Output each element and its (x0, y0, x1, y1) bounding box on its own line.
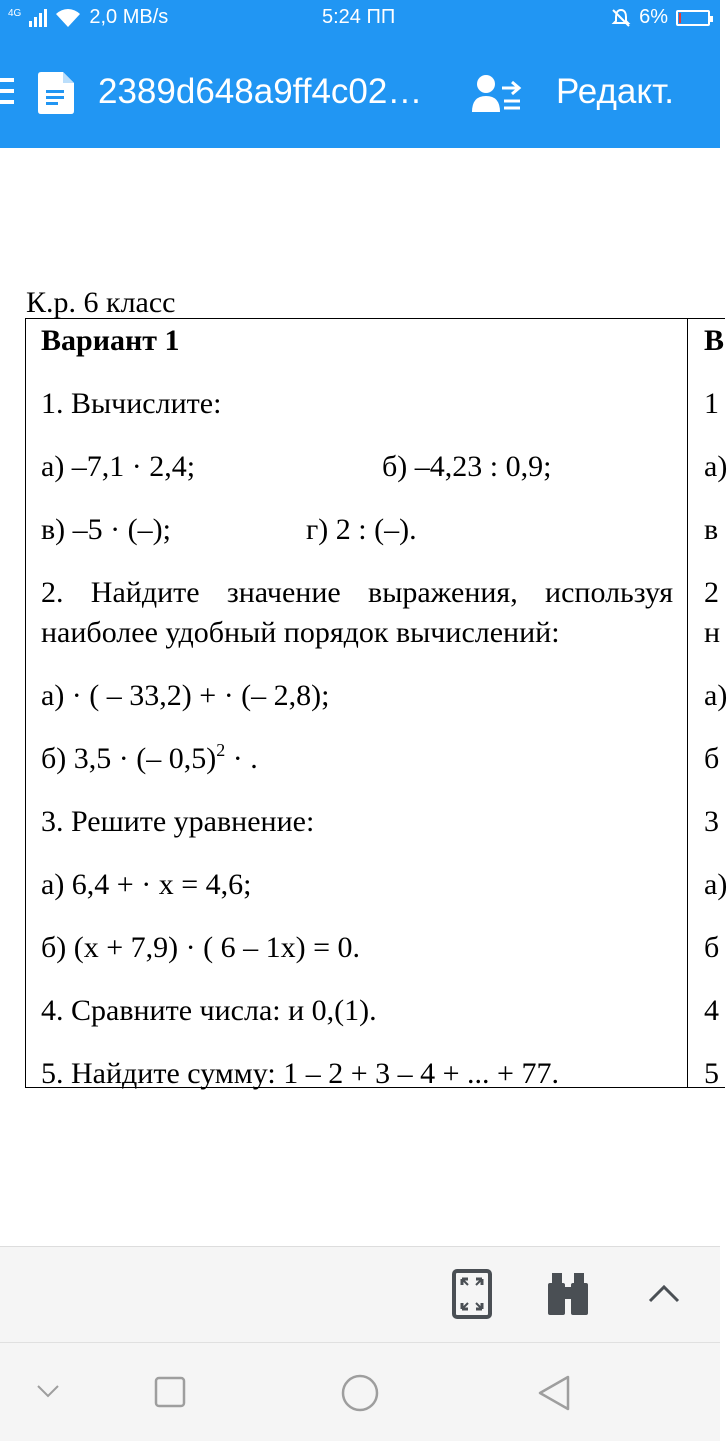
variant2-clipped-text: В (704, 324, 725, 357)
recent-apps-icon[interactable] (154, 1376, 186, 1408)
back-icon[interactable] (536, 1374, 572, 1412)
battery-percent: 6% (639, 6, 668, 28)
variant2-clipped-text: а) (704, 450, 727, 483)
task5: 5. Найдите сумму: 1 – 2 + 3 – 4 + ... + 77. (41, 1057, 559, 1090)
task2-b-exponent: 2 (216, 740, 226, 760)
data-speed: 2,0 MB/s (89, 6, 169, 28)
document-page (0, 148, 727, 1246)
task1-d: г) 2 : (–). (306, 513, 417, 546)
variant2-clipped-text: 5 (704, 1057, 719, 1090)
chevron-up-icon[interactable] (648, 1283, 680, 1303)
clock: 5:24 ПП (322, 6, 396, 28)
signal-icon (29, 9, 47, 27)
variant2-clipped-text: 2 (704, 576, 719, 609)
document-icon (38, 72, 74, 114)
variant2-clipped-text: а) (704, 868, 727, 901)
task1-b: б) –4,23 : 0,9; (382, 450, 552, 483)
mute-bell-icon (611, 8, 631, 28)
switch-user-icon[interactable] (472, 74, 522, 114)
variant2-clipped-text: 4 (704, 994, 719, 1027)
network-type: 4G (8, 7, 22, 19)
hide-nav-chevron-icon[interactable] (36, 1383, 60, 1399)
variant2-clipped-text: 1 (704, 387, 719, 420)
task2-heading-line1: 2. Найдите значение выражения, используя (41, 576, 673, 609)
wifi-icon (55, 8, 81, 28)
home-icon[interactable] (341, 1374, 379, 1412)
variant2-clipped-text: б (704, 931, 720, 964)
task1-a: а) –7,1 · 2,4; (41, 450, 196, 483)
variant1-title: Вариант 1 (41, 324, 180, 357)
variant2-clipped-text: н (704, 616, 721, 649)
task3-heading: 3. Решите уравнение: (41, 805, 315, 838)
task1-c: в) –5 · (–); (41, 513, 171, 546)
variant-table (25, 318, 725, 1088)
menu-icon[interactable] (0, 78, 16, 104)
variant2-clipped-text: в (704, 513, 719, 546)
battery-icon (676, 10, 710, 26)
system-nav-bar (0, 1342, 720, 1441)
task2-b (41, 742, 258, 776)
variant2-clipped-text: б (704, 742, 720, 775)
edit-button[interactable]: Редакт. (556, 72, 674, 111)
task2-b-text: б) 3,5 · (– 0,5) (41, 742, 217, 775)
task2-heading-line2: наиболее удобный порядок вычислений: (41, 616, 560, 649)
binoculars-icon[interactable] (546, 1273, 590, 1315)
bottom-toolbar (0, 1246, 720, 1343)
task2-b-tail: · . (225, 742, 258, 775)
status-bar (0, 0, 720, 36)
task3-a: а) 6,4 + · x = 4,6; (41, 868, 252, 901)
task2-a: а) · ( – 33,2) + · (– 2,8); (41, 679, 330, 712)
battery-level (679, 13, 681, 23)
task3-b: б) (x + 7,9) · ( 6 – 1x) = 0. (41, 931, 361, 964)
app-bar (0, 36, 720, 148)
document-title: 2389d648a9ff4c02… (98, 72, 423, 111)
doc-header: К.р. 6 класс (26, 286, 176, 319)
task1-heading: 1. Вычислите: (41, 387, 222, 420)
variant2-clipped-text: 3 (704, 805, 719, 838)
fit-screen-icon[interactable] (452, 1269, 492, 1319)
variant2-clipped-text: а) (704, 679, 727, 712)
task4: 4. Сравните числа: и 0,(1). (41, 994, 377, 1027)
column-divider (687, 319, 688, 1087)
